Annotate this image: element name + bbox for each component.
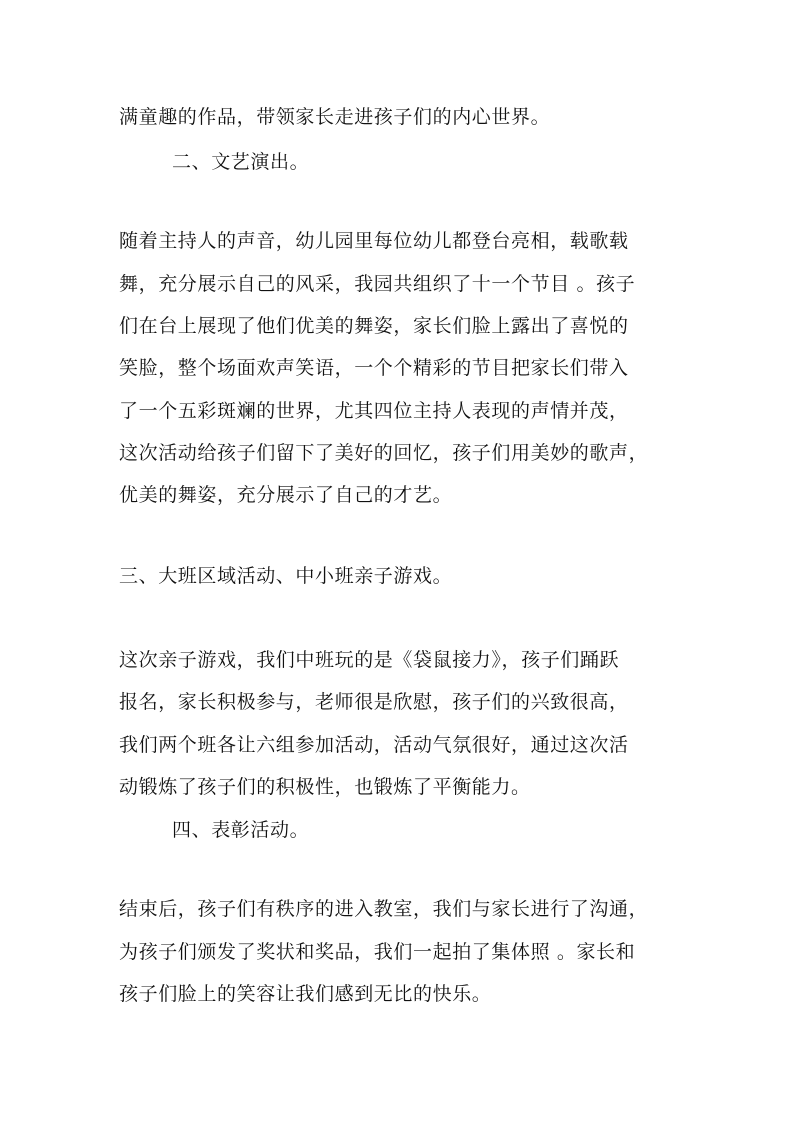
paragraph-line: 结束后，孩子们有秩序的进入教室，我们与家长进行了沟通， (119, 898, 649, 920)
paragraph-line: 孩子们脸上的笑容让我们感到无比的快乐。 (119, 983, 492, 1005)
paragraph-line: 我们两个班各让六组参加活动，活动气氛很好，通过这次活 (119, 734, 629, 756)
paragraph-line: 报名，家长积极参与，老师很是欣慰，孩子们的兴致很高， (119, 691, 629, 713)
paragraph-line: 这次亲子游戏，我们中班玩的是《袋鼠接力》，孩子们踊跃 (119, 649, 620, 671)
paragraph-line: 动锻炼了孩子们的积极性，也锻炼了平衡能力。 (119, 776, 531, 798)
paragraph-line: 满童趣的作品，带领家长走进孩子们的内心世界。 (119, 106, 551, 128)
paragraph-line: 们在台上展现了他们优美的舞姿，家长们脸上露出了喜悦的 (119, 315, 629, 337)
section-heading-2: 二、文艺演出。 (172, 151, 310, 173)
section-heading-4: 四、表彰活动。 (172, 819, 310, 841)
section-heading-3: 三、大班区域活动、中小班亲子游戏。 (119, 565, 453, 587)
paragraph-line: 随着主持人的声音，幼儿园里每位幼儿都登台亮相，载歌载 (119, 230, 629, 252)
paragraph-line: 优美的舞姿，充分展示了自己的才艺。 (119, 484, 453, 506)
paragraph-line: 这次活动给孩子们留下了美好的回忆，孩子们用美妙的歌声， (119, 442, 649, 464)
paragraph-line: 了一个五彩斑斓的世界，尤其四位主持人表现的声情并茂， (119, 400, 629, 422)
paragraph-line: 笑脸，整个场面欢声笑语，一个个精彩的节目把家长们带入 (119, 357, 629, 379)
paragraph-line: 为孩子们颁发了奖状和奖品，我们一起拍了集体照 。家长和 (119, 941, 636, 963)
paragraph-line: 舞，充分展示自己的风采，我园共组织了十一个节目 。孩子 (119, 273, 636, 295)
